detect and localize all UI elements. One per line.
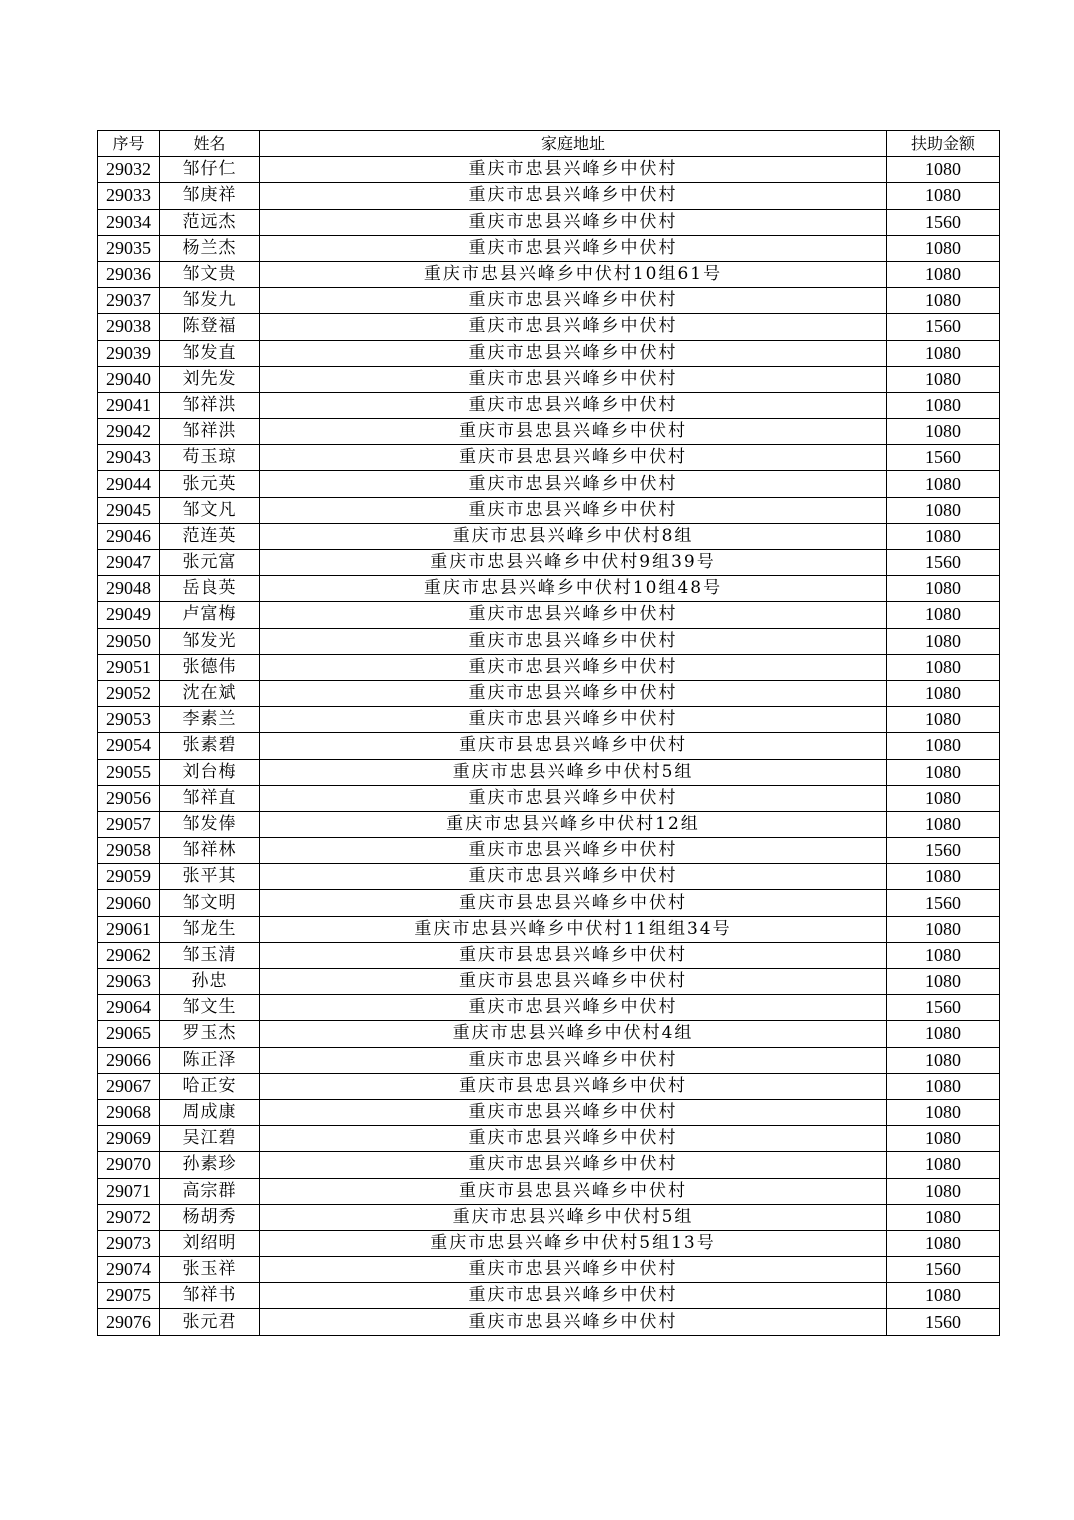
row-serial-number: 29036 bbox=[98, 261, 160, 287]
table-row bbox=[98, 628, 1000, 654]
row-name: 邹发俸 bbox=[160, 811, 260, 837]
row-address: 重庆市县忠县兴峰乡中伏村 bbox=[260, 942, 887, 968]
row-name: 孙忠 bbox=[160, 969, 260, 995]
row-amount: 1560 bbox=[887, 445, 1000, 471]
row-address: 重庆市忠县兴峰乡中伏村5组 bbox=[260, 759, 887, 785]
row-name: 刘先发 bbox=[160, 366, 260, 392]
row-serial-number: 29062 bbox=[98, 942, 160, 968]
table-row bbox=[98, 550, 1000, 576]
table-row bbox=[98, 471, 1000, 497]
row-address: 重庆市忠县兴峰乡中伏村11组组34号 bbox=[260, 916, 887, 942]
table-header-row bbox=[98, 131, 1000, 157]
row-address: 重庆市忠县兴峰乡中伏村 bbox=[260, 392, 887, 418]
row-serial-number: 29060 bbox=[98, 890, 160, 916]
row-serial-number: 29043 bbox=[98, 445, 160, 471]
header-name: 姓名 bbox=[160, 131, 260, 157]
table-row bbox=[98, 523, 1000, 549]
row-serial-number: 29050 bbox=[98, 628, 160, 654]
table-body bbox=[98, 157, 1000, 1335]
row-name: 吴江碧 bbox=[160, 1126, 260, 1152]
row-amount: 1080 bbox=[887, 497, 1000, 523]
row-address: 重庆市忠县兴峰乡中伏村 bbox=[260, 366, 887, 392]
row-address: 重庆市忠县兴峰乡中伏村5组 bbox=[260, 1204, 887, 1230]
row-amount: 1080 bbox=[887, 419, 1000, 445]
row-name: 邹祥洪 bbox=[160, 392, 260, 418]
row-address: 重庆市忠县兴峰乡中伏村10组61号 bbox=[260, 261, 887, 287]
table-row bbox=[98, 209, 1000, 235]
row-name: 张平其 bbox=[160, 864, 260, 890]
row-serial-number: 29034 bbox=[98, 209, 160, 235]
row-amount: 1560 bbox=[887, 209, 1000, 235]
table-row bbox=[98, 1283, 1000, 1309]
row-name: 邹发光 bbox=[160, 628, 260, 654]
row-name: 范远杰 bbox=[160, 209, 260, 235]
row-name: 张元富 bbox=[160, 550, 260, 576]
row-amount: 1080 bbox=[887, 366, 1000, 392]
row-name: 邹祥洪 bbox=[160, 419, 260, 445]
row-amount: 1080 bbox=[887, 1099, 1000, 1125]
row-amount: 1080 bbox=[887, 680, 1000, 706]
row-serial-number: 29051 bbox=[98, 654, 160, 680]
row-name: 苟玉琼 bbox=[160, 445, 260, 471]
row-name: 邹玉清 bbox=[160, 942, 260, 968]
table-row bbox=[98, 811, 1000, 837]
row-name: 刘绍明 bbox=[160, 1230, 260, 1256]
row-address: 重庆市忠县兴峰乡中伏村 bbox=[260, 785, 887, 811]
table-row bbox=[98, 497, 1000, 523]
row-serial-number: 29056 bbox=[98, 785, 160, 811]
row-serial-number: 29048 bbox=[98, 576, 160, 602]
row-serial-number: 29069 bbox=[98, 1126, 160, 1152]
row-address: 重庆市忠县兴峰乡中伏村 bbox=[260, 1152, 887, 1178]
header-serial-number: 序号 bbox=[98, 131, 160, 157]
row-amount: 1080 bbox=[887, 785, 1000, 811]
row-amount: 1080 bbox=[887, 602, 1000, 628]
table-row bbox=[98, 838, 1000, 864]
row-amount: 1560 bbox=[887, 1309, 1000, 1335]
row-address: 重庆市忠县兴峰乡中伏村 bbox=[260, 1099, 887, 1125]
row-serial-number: 29071 bbox=[98, 1178, 160, 1204]
table-row bbox=[98, 419, 1000, 445]
table-row bbox=[98, 445, 1000, 471]
row-address: 重庆市忠县兴峰乡中伏村 bbox=[260, 288, 887, 314]
row-amount: 1080 bbox=[887, 969, 1000, 995]
row-amount: 1080 bbox=[887, 759, 1000, 785]
row-serial-number: 29070 bbox=[98, 1152, 160, 1178]
row-name: 邹祥林 bbox=[160, 838, 260, 864]
row-serial-number: 29068 bbox=[98, 1099, 160, 1125]
row-serial-number: 29033 bbox=[98, 183, 160, 209]
row-amount: 1080 bbox=[887, 392, 1000, 418]
assistance-table-container bbox=[97, 130, 999, 1336]
table-row bbox=[98, 1309, 1000, 1335]
row-serial-number: 29064 bbox=[98, 995, 160, 1021]
row-amount: 1080 bbox=[887, 916, 1000, 942]
row-address: 重庆市忠县兴峰乡中伏村 bbox=[260, 995, 887, 1021]
row-name: 邹庚祥 bbox=[160, 183, 260, 209]
row-amount: 1080 bbox=[887, 1073, 1000, 1099]
row-address: 重庆市忠县兴峰乡中伏村 bbox=[260, 628, 887, 654]
row-name: 张元英 bbox=[160, 471, 260, 497]
row-name: 邹文生 bbox=[160, 995, 260, 1021]
table-row bbox=[98, 235, 1000, 261]
row-amount: 1080 bbox=[887, 1021, 1000, 1047]
row-serial-number: 29042 bbox=[98, 419, 160, 445]
row-address: 重庆市忠县兴峰乡中伏村 bbox=[260, 680, 887, 706]
row-amount: 1080 bbox=[887, 1283, 1000, 1309]
row-address: 重庆市忠县兴峰乡中伏村 bbox=[260, 235, 887, 261]
table-row bbox=[98, 314, 1000, 340]
row-serial-number: 29032 bbox=[98, 157, 160, 183]
row-address: 重庆市县忠县兴峰乡中伏村 bbox=[260, 445, 887, 471]
row-amount: 1080 bbox=[887, 733, 1000, 759]
row-amount: 1560 bbox=[887, 995, 1000, 1021]
row-amount: 1080 bbox=[887, 707, 1000, 733]
row-amount: 1560 bbox=[887, 890, 1000, 916]
row-serial-number: 29053 bbox=[98, 707, 160, 733]
row-address: 重庆市忠县兴峰乡中伏村 bbox=[260, 707, 887, 733]
table-row bbox=[98, 1204, 1000, 1230]
row-address: 重庆市忠县兴峰乡中伏村 bbox=[260, 1283, 887, 1309]
row-name: 陈正泽 bbox=[160, 1047, 260, 1073]
row-amount: 1560 bbox=[887, 1257, 1000, 1283]
row-amount: 1080 bbox=[887, 235, 1000, 261]
table-row bbox=[98, 864, 1000, 890]
table-row bbox=[98, 890, 1000, 916]
row-amount: 1080 bbox=[887, 1126, 1000, 1152]
table-row bbox=[98, 288, 1000, 314]
table-row bbox=[98, 1257, 1000, 1283]
row-serial-number: 29037 bbox=[98, 288, 160, 314]
row-address: 重庆市忠县兴峰乡中伏村 bbox=[260, 838, 887, 864]
row-address: 重庆市忠县兴峰乡中伏村 bbox=[260, 209, 887, 235]
row-address: 重庆市忠县兴峰乡中伏村 bbox=[260, 654, 887, 680]
row-amount: 1080 bbox=[887, 523, 1000, 549]
row-address: 重庆市县忠县兴峰乡中伏村 bbox=[260, 1073, 887, 1099]
row-name: 张德伟 bbox=[160, 654, 260, 680]
row-address: 重庆市忠县兴峰乡中伏村 bbox=[260, 1126, 887, 1152]
row-name: 高宗群 bbox=[160, 1178, 260, 1204]
row-name: 卢富梅 bbox=[160, 602, 260, 628]
table-row bbox=[98, 392, 1000, 418]
row-serial-number: 29047 bbox=[98, 550, 160, 576]
row-address: 重庆市县忠县兴峰乡中伏村 bbox=[260, 890, 887, 916]
row-amount: 1080 bbox=[887, 942, 1000, 968]
row-serial-number: 29052 bbox=[98, 680, 160, 706]
row-address: 重庆市县忠县兴峰乡中伏村 bbox=[260, 969, 887, 995]
row-address: 重庆市县忠县兴峰乡中伏村 bbox=[260, 1178, 887, 1204]
row-amount: 1560 bbox=[887, 314, 1000, 340]
row-name: 李素兰 bbox=[160, 707, 260, 733]
row-serial-number: 29076 bbox=[98, 1309, 160, 1335]
table-row bbox=[98, 680, 1000, 706]
row-amount: 1080 bbox=[887, 1047, 1000, 1073]
table-row bbox=[98, 942, 1000, 968]
header-address: 家庭地址 bbox=[260, 131, 887, 157]
row-address: 重庆市县忠县兴峰乡中伏村 bbox=[260, 733, 887, 759]
table-row bbox=[98, 1073, 1000, 1099]
row-amount: 1560 bbox=[887, 550, 1000, 576]
row-address: 重庆市县忠县兴峰乡中伏村 bbox=[260, 419, 887, 445]
row-name: 岳良英 bbox=[160, 576, 260, 602]
row-amount: 1080 bbox=[887, 1230, 1000, 1256]
row-name: 张元君 bbox=[160, 1309, 260, 1335]
row-name: 邹祥直 bbox=[160, 785, 260, 811]
row-name: 邹仔仁 bbox=[160, 157, 260, 183]
row-serial-number: 29040 bbox=[98, 366, 160, 392]
row-amount: 1080 bbox=[887, 261, 1000, 287]
row-address: 重庆市忠县兴峰乡中伏村 bbox=[260, 1309, 887, 1335]
row-serial-number: 29049 bbox=[98, 602, 160, 628]
row-amount: 1080 bbox=[887, 471, 1000, 497]
row-amount: 1080 bbox=[887, 288, 1000, 314]
row-name: 刘台梅 bbox=[160, 759, 260, 785]
table-row bbox=[98, 1178, 1000, 1204]
row-address: 重庆市忠县兴峰乡中伏村5组13号 bbox=[260, 1230, 887, 1256]
row-address: 重庆市忠县兴峰乡中伏村 bbox=[260, 497, 887, 523]
row-serial-number: 29074 bbox=[98, 1257, 160, 1283]
row-serial-number: 29066 bbox=[98, 1047, 160, 1073]
row-serial-number: 29057 bbox=[98, 811, 160, 837]
row-serial-number: 29039 bbox=[98, 340, 160, 366]
row-amount: 1080 bbox=[887, 157, 1000, 183]
row-address: 重庆市忠县兴峰乡中伏村9组39号 bbox=[260, 550, 887, 576]
table-row bbox=[98, 183, 1000, 209]
row-amount: 1080 bbox=[887, 340, 1000, 366]
row-amount: 1080 bbox=[887, 1204, 1000, 1230]
row-name: 邹文明 bbox=[160, 890, 260, 916]
table-row bbox=[98, 759, 1000, 785]
row-address: 重庆市忠县兴峰乡中伏村12组 bbox=[260, 811, 887, 837]
row-amount: 1080 bbox=[887, 811, 1000, 837]
row-address: 重庆市忠县兴峰乡中伏村8组 bbox=[260, 523, 887, 549]
row-name: 张素碧 bbox=[160, 733, 260, 759]
row-address: 重庆市忠县兴峰乡中伏村 bbox=[260, 602, 887, 628]
table-row bbox=[98, 366, 1000, 392]
row-serial-number: 29067 bbox=[98, 1073, 160, 1099]
row-serial-number: 29058 bbox=[98, 838, 160, 864]
row-amount: 1080 bbox=[887, 576, 1000, 602]
row-address: 重庆市忠县兴峰乡中伏村4组 bbox=[260, 1021, 887, 1047]
table-row bbox=[98, 602, 1000, 628]
table-row bbox=[98, 340, 1000, 366]
row-address: 重庆市忠县兴峰乡中伏村 bbox=[260, 864, 887, 890]
table-row bbox=[98, 576, 1000, 602]
row-name: 邹龙生 bbox=[160, 916, 260, 942]
row-serial-number: 29041 bbox=[98, 392, 160, 418]
header-amount: 扶助金额 bbox=[887, 131, 1000, 157]
table-row bbox=[98, 969, 1000, 995]
table-row bbox=[98, 733, 1000, 759]
table-row bbox=[98, 785, 1000, 811]
row-address: 重庆市忠县兴峰乡中伏村 bbox=[260, 1047, 887, 1073]
row-name: 张玉祥 bbox=[160, 1257, 260, 1283]
table-row bbox=[98, 157, 1000, 183]
row-name: 杨兰杰 bbox=[160, 235, 260, 261]
row-name: 邹文贵 bbox=[160, 261, 260, 287]
row-serial-number: 29055 bbox=[98, 759, 160, 785]
table-row bbox=[98, 654, 1000, 680]
table-row bbox=[98, 1099, 1000, 1125]
row-name: 邹文凡 bbox=[160, 497, 260, 523]
row-name: 陈登福 bbox=[160, 314, 260, 340]
row-serial-number: 29073 bbox=[98, 1230, 160, 1256]
row-serial-number: 29054 bbox=[98, 733, 160, 759]
row-serial-number: 29046 bbox=[98, 523, 160, 549]
row-name: 沈在斌 bbox=[160, 680, 260, 706]
row-amount: 1080 bbox=[887, 864, 1000, 890]
assistance-table bbox=[97, 130, 1000, 1336]
row-name: 邹发九 bbox=[160, 288, 260, 314]
row-serial-number: 29038 bbox=[98, 314, 160, 340]
row-serial-number: 29044 bbox=[98, 471, 160, 497]
row-amount: 1080 bbox=[887, 654, 1000, 680]
row-address: 重庆市忠县兴峰乡中伏村 bbox=[260, 183, 887, 209]
row-amount: 1560 bbox=[887, 838, 1000, 864]
table-row bbox=[98, 1021, 1000, 1047]
row-serial-number: 29045 bbox=[98, 497, 160, 523]
table-row bbox=[98, 916, 1000, 942]
table-row bbox=[98, 1152, 1000, 1178]
table-row bbox=[98, 1230, 1000, 1256]
row-serial-number: 29065 bbox=[98, 1021, 160, 1047]
row-amount: 1080 bbox=[887, 628, 1000, 654]
row-amount: 1080 bbox=[887, 1152, 1000, 1178]
row-name: 邹发直 bbox=[160, 340, 260, 366]
row-address: 重庆市忠县兴峰乡中伏村 bbox=[260, 314, 887, 340]
table-row bbox=[98, 1126, 1000, 1152]
row-name: 邹祥书 bbox=[160, 1283, 260, 1309]
row-serial-number: 29075 bbox=[98, 1283, 160, 1309]
row-address: 重庆市忠县兴峰乡中伏村10组48号 bbox=[260, 576, 887, 602]
row-name: 孙素珍 bbox=[160, 1152, 260, 1178]
table-row bbox=[98, 995, 1000, 1021]
table-row bbox=[98, 261, 1000, 287]
row-address: 重庆市忠县兴峰乡中伏村 bbox=[260, 157, 887, 183]
row-name: 哈正安 bbox=[160, 1073, 260, 1099]
row-serial-number: 29061 bbox=[98, 916, 160, 942]
row-name: 杨胡秀 bbox=[160, 1204, 260, 1230]
row-serial-number: 29059 bbox=[98, 864, 160, 890]
row-address: 重庆市忠县兴峰乡中伏村 bbox=[260, 340, 887, 366]
row-address: 重庆市忠县兴峰乡中伏村 bbox=[260, 1257, 887, 1283]
row-serial-number: 29035 bbox=[98, 235, 160, 261]
table-row bbox=[98, 707, 1000, 733]
row-name: 周成康 bbox=[160, 1099, 260, 1125]
row-serial-number: 29072 bbox=[98, 1204, 160, 1230]
row-amount: 1080 bbox=[887, 1178, 1000, 1204]
row-serial-number: 29063 bbox=[98, 969, 160, 995]
row-address: 重庆市忠县兴峰乡中伏村 bbox=[260, 471, 887, 497]
row-name: 罗玉杰 bbox=[160, 1021, 260, 1047]
table-row bbox=[98, 1047, 1000, 1073]
row-amount: 1080 bbox=[887, 183, 1000, 209]
row-name: 范连英 bbox=[160, 523, 260, 549]
